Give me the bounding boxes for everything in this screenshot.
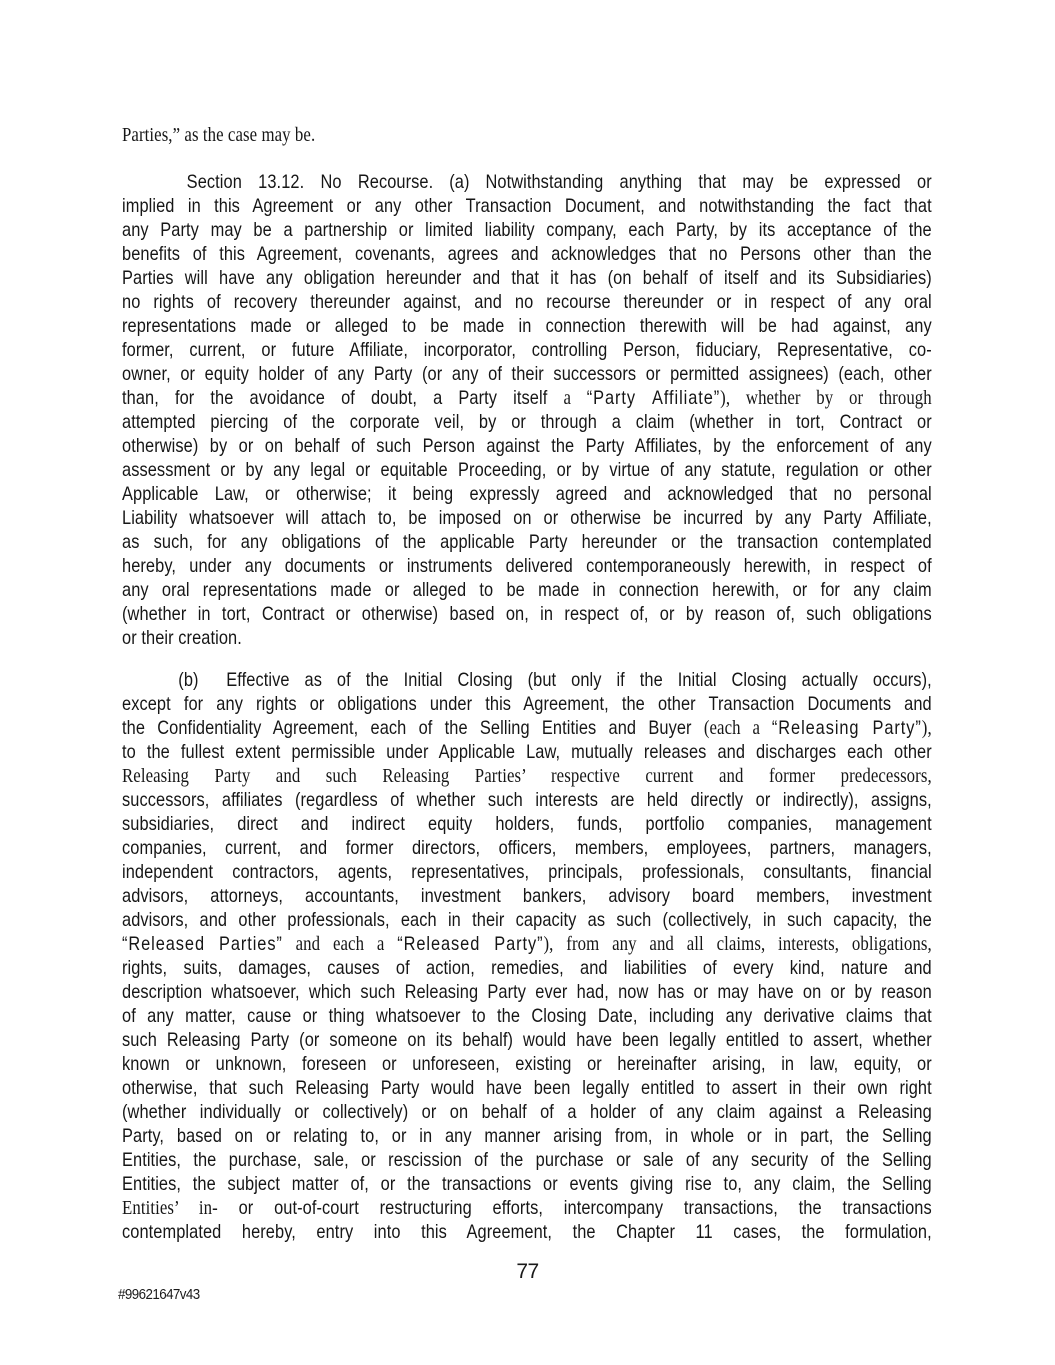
text-run: “Released Party”: [397, 933, 544, 955]
text-run: “Party Affiliate”: [586, 387, 721, 409]
text-line: [122, 482, 932, 506]
text-run: companies, current, and former directors, officers, members, employees, partners, managers,: [122, 837, 932, 859]
text-run: any oral representations made or alleged to be made in connection herewith, or for any claim: [122, 579, 932, 601]
text-line: [122, 170, 932, 194]
text-run: ),: [921, 717, 932, 739]
text-line: [122, 668, 932, 692]
text-run: description whatsoever, which such Releasing Party ever had, now has or may have on or by reason: [122, 981, 932, 1003]
text-run: implied in this Agreement or any other Transaction Document, and notwithstanding the fact that: [122, 195, 932, 217]
text-run: Notwithstanding anything that may be expressed or: [485, 171, 932, 193]
text-line: [122, 956, 932, 980]
section-13-12-b-paragraph: [122, 668, 932, 1244]
text-run: contemplated hereby, entry into this Agreement, the Chapter 11 cases, the formulation,: [122, 1221, 932, 1243]
text-line: [122, 578, 932, 602]
text-run: ), whether by or through: [720, 387, 932, 409]
text-line: [122, 1100, 932, 1124]
text-line: [122, 242, 932, 266]
text-line: [122, 692, 932, 716]
text-line: [122, 812, 932, 836]
text-run: than, for the avoidance of doubt, a Party itself: [122, 387, 564, 409]
text-line: [122, 218, 932, 242]
text-line: [122, 1196, 932, 1220]
paragraph-spacer: [122, 147, 932, 170]
text-line: [122, 338, 932, 362]
text-run: to the fullest extent permissible under Applicable Law, mutually releases and discharges each other: [122, 741, 932, 763]
text-line: [122, 554, 932, 578]
text-line: [122, 1124, 932, 1148]
text-line: [122, 1028, 932, 1052]
text-line: [122, 506, 932, 530]
paragraph-spacer: [122, 650, 932, 668]
text-line: [122, 836, 932, 860]
text-run: independent contractors, agents, representatives, principals, professionals, consultants, financial: [122, 861, 932, 883]
text-run: Releasing Party and such Releasing Parties’ respective current and former predecessors,: [122, 765, 932, 787]
text-line: [122, 1220, 932, 1244]
text-run: such Releasing Party (or someone on its behalf) would have been legally entitled to assert, whether: [122, 1029, 932, 1051]
text-line: [122, 626, 932, 650]
closing-fragment-paragraph: [122, 123, 932, 147]
text-run: “Released Parties”: [122, 933, 283, 955]
text-run: subsidiaries, direct and indirect equity holders, funds, portfolio companies, management: [122, 813, 932, 835]
text-line: [122, 764, 932, 788]
text-line: [122, 1052, 932, 1076]
text-line: [122, 410, 932, 434]
text-run: Entities’ in-: [122, 1197, 218, 1219]
text-line: [122, 362, 932, 386]
text-line: [122, 530, 932, 554]
text-run: assessment or by any legal or equitable Proceeding, or by virtue of any statute, regulation or other: [122, 459, 932, 481]
text-line: [122, 716, 932, 740]
text-run: Entities, the purchase, sale, or rescission of the purchase or sale of any security of the Selling: [122, 1149, 932, 1171]
text-run: as such, for any obligations of the applicable Party hereunder or the transaction contemplated: [122, 531, 932, 553]
text-run: otherwise) by or on behalf of such Person against the Party Affiliates, by the enforcement of any: [122, 435, 932, 457]
text-run: (a): [449, 171, 470, 193]
text-line: [122, 740, 932, 764]
section-13-12-a-paragraph: [122, 170, 932, 650]
text-run: attempted piercing of the corporate veil, by or through a claim (whether in tort, Contract or: [122, 411, 932, 433]
text-run: Effective as of the Initial Closing (but only if the Initial Closing actually occurs),: [226, 669, 932, 691]
text-run: and each a: [282, 933, 398, 955]
text-run: or out-of-court restructuring efforts, intercompany transactions, the transactions: [217, 1197, 932, 1219]
text-run: representations made or alleged to be made in connection therewith will be had against, any: [122, 315, 932, 337]
text-run: Parties will have any obligation hereunder and that it has (on behalf of itself and its Subsidiaries): [122, 267, 932, 289]
text-line: [122, 908, 932, 932]
text-run: otherwise, that such Releasing Party would have been legally entitled to assert in their own right: [122, 1077, 932, 1099]
text-run: advisors, attorneys, accountants, investment bankers, advisory board members, investment: [122, 885, 932, 907]
text-run: ), from any and all claims, interests, obligations,: [543, 933, 932, 955]
text-run: the Confidentiality Agreement, each of the Selling Entities and Buyer: [122, 717, 704, 739]
text-line: [122, 602, 932, 626]
text-run: Applicable Law, or otherwise; it being expressly agreed and acknowledged that no personal: [122, 483, 932, 505]
page-number: 77: [516, 1260, 539, 1283]
text-run: hereby, under any documents or instruments delivered contemporaneously herewith, in respect of: [122, 555, 932, 577]
text-run: (whether individually or collectively) or on behalf of a holder of any claim against a Releasing: [122, 1101, 932, 1123]
text-line: [122, 266, 932, 290]
text-run: “Releasing Party”: [771, 717, 922, 739]
text-run: former, current, or future Affiliate, incorporator, controlling Person, fiduciary, Representative, co-: [122, 339, 932, 361]
text-run: Liability whatsoever will attach to, be imposed on or otherwise be incurred by any Party Affiliate,: [122, 507, 932, 529]
text-line: [122, 980, 932, 1004]
text-run: known or unknown, foreseen or unforeseen, existing or hereinafter arising, in law, equity, or: [122, 1053, 932, 1075]
text-run: a: [563, 387, 587, 409]
text-run: Parties,” as the case may be.: [122, 124, 316, 146]
text-run: rights, suits, damages, causes of action, remedies, and liabilities of every kind, nature and: [122, 957, 932, 979]
text-run: successors, affiliates (regardless of whether such interests are held directly or indirectly), assigns,: [122, 789, 932, 811]
text-run: (b): [178, 669, 199, 691]
text-run: (each a: [703, 717, 772, 739]
text-run: except for any rights or obligations under this Agreement, the other Transaction Documents and: [122, 693, 932, 715]
text-run: owner, or equity holder of any Party (or any of their successors or permitted assignees) (each, other: [122, 363, 932, 385]
text-run: of any matter, cause or thing whatsoever to the Closing Date, including any derivative claims that: [122, 1005, 932, 1027]
text-run: Section 13.12. No Recourse.: [186, 171, 434, 193]
text-line: [122, 386, 932, 410]
text-line: [122, 314, 932, 338]
text-line: [122, 884, 932, 908]
text-line: [122, 290, 932, 314]
text-line: [122, 434, 932, 458]
document-body: [122, 123, 932, 1244]
text-line: [122, 458, 932, 482]
text-line: [122, 1172, 932, 1196]
text-line: [122, 788, 932, 812]
document-reference-number: #99621647v43: [118, 1287, 200, 1303]
text-line: [122, 1076, 932, 1100]
text-run: or their creation.: [122, 627, 242, 649]
text-line: [122, 932, 932, 956]
text-run: Entities, the subject matter of, or the transactions or events giving rise to, any claim, the Selling: [122, 1173, 932, 1195]
text-run: benefits of this Agreement, covenants, agrees and acknowledges that no Persons other than the: [122, 243, 932, 265]
text-run: any Party may be a partnership or limited liability company, each Party, by its acceptance of the: [122, 219, 932, 241]
text-line: [122, 123, 932, 147]
text-run: no rights of recovery thereunder against, and no recourse thereunder or in respect of any oral: [122, 291, 932, 313]
text-run: (whether in tort, Contract or otherwise) based on, in respect of, or by reason of, such obligations: [122, 603, 932, 625]
text-line: [122, 1004, 932, 1028]
text-line: [122, 194, 932, 218]
text-run: advisors, and other professionals, each in their capacity as such (collectively, in such capacity, the: [122, 909, 932, 931]
text-line: [122, 860, 932, 884]
text-run: Party, based on or relating to, or in any manner arising from, in whole or in part, the Selling: [122, 1125, 932, 1147]
text-line: [122, 1148, 932, 1172]
